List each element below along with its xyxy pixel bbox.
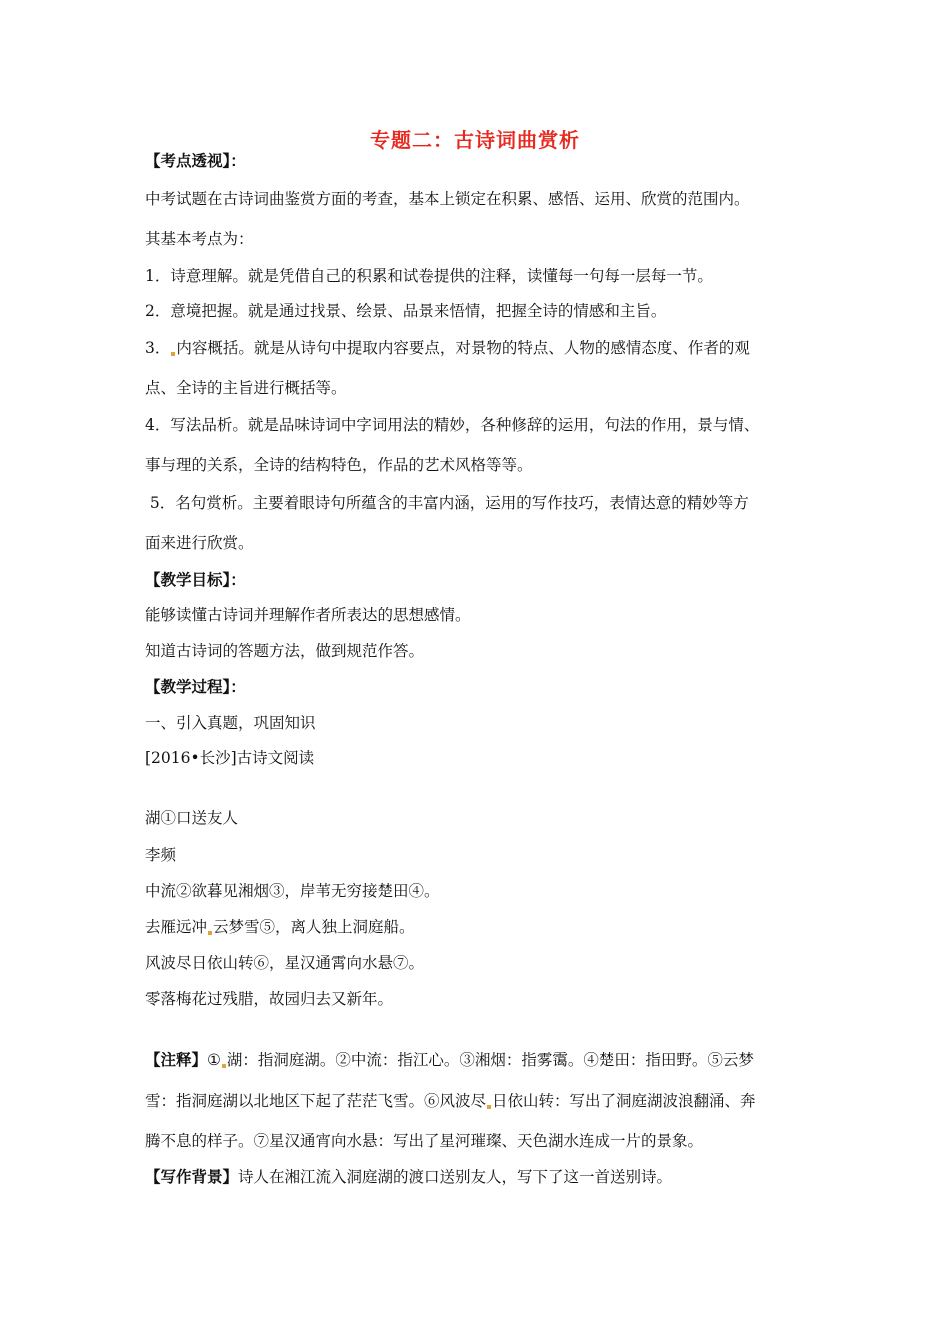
point-4-line-2: 事与理的关系，全诗的结构特色，作品的艺术风格等等。 xyxy=(145,456,533,474)
revision-mark xyxy=(171,352,175,356)
exam-source: [2016•长沙]古诗文阅读 xyxy=(145,749,315,767)
point-4-line-1: 4．写法品析。就是品味诗词中字词用法的精妙，各种修辞的运用，句法的作用，景与情、 xyxy=(145,416,760,434)
notes-line-1-part-a: ① xyxy=(207,1051,221,1069)
notes-line-3: 腾不息的样子。⑦星汉通宵向水悬：写出了星河璀璨、天色湖水连成一片的景象。 xyxy=(145,1132,704,1150)
intro-paragraph: 中考试题在古诗词曲鉴赏方面的考查，基本上锁定在积累、感悟、运用、欣赏的范围内。 xyxy=(145,190,750,208)
point-3-number: 3． xyxy=(145,339,171,357)
poem-line-2-part-a: 去雁远冲 xyxy=(145,918,208,936)
notes-line-1 xyxy=(145,1050,754,1070)
poem-line-2-part-b: 云梦雪⑤，离人独上洞庭船。 xyxy=(213,918,415,936)
revision-mark xyxy=(208,931,212,935)
goal-2: 知道古诗词的答题方法，做到规范作答。 xyxy=(145,642,425,660)
notes-line-2-part-a: 雪：指洞庭湖以北地区下起了茫茫飞雪。⑥风波尽 xyxy=(145,1092,487,1110)
revision-mark xyxy=(222,1064,226,1068)
revision-mark xyxy=(487,1105,491,1109)
page-title: 专题二：古诗词曲赏析 xyxy=(370,128,580,152)
point-5-line-2: 面来进行欣赏。 xyxy=(145,534,254,552)
poem-line-1: 中流②欲暮见湘烟③，岸苇无穷接楚田④。 xyxy=(145,882,440,900)
background-text: 诗人在湘江流入洞庭湖的渡口送别友人，写下了这一首送别诗。 xyxy=(238,1168,673,1186)
notes-line-1-part-b: 湖：指洞庭湖。②中流：指江心。③湘烟：指雾霭。④楚田：指田野。⑤云梦 xyxy=(226,1051,754,1069)
step-1: 一、引入真题，巩固知识 xyxy=(145,714,316,732)
section-heading-process: 【教学过程】： xyxy=(145,677,246,696)
point-3-line-1 xyxy=(145,338,750,358)
background-line xyxy=(145,1167,672,1187)
poem-line-3: 风波尽日依山转⑥，星汉通霄向水悬⑦。 xyxy=(145,954,425,972)
point-2: 2．意境把握。就是通过找景、绘景、品景来悟情，把握全诗的情感和主旨。 xyxy=(145,302,667,320)
section-heading-goal: 【教学目标】： xyxy=(145,570,246,589)
point-1: 1．诗意理解。就是凭借自己的积累和试卷提供的注释，读懂每一句每一层每一节。 xyxy=(145,267,713,285)
poem-line-4: 零落梅花过残腊，故园归去又新年。 xyxy=(145,990,394,1008)
notes-line-2-part-b: 日依山转：写出了洞庭湖波浪翻涌、奔 xyxy=(492,1092,756,1110)
point-3-text: 内容概括。就是从诗句中提取内容要点，对景物的特点、人物的感情态度、作者的观 xyxy=(176,339,750,357)
goal-1: 能够读懂古诗词并理解作者所表达的思想感情。 xyxy=(145,606,471,624)
poem-title: 湖①口送友人 xyxy=(145,809,239,827)
background-label: 【写作背景】 xyxy=(145,1167,239,1186)
poem-line-2 xyxy=(145,917,415,937)
notes-label: 【注释】 xyxy=(145,1050,208,1069)
notes-line-2 xyxy=(145,1091,756,1111)
section-heading-kaodian: 【考点透视】： xyxy=(145,151,246,170)
poem-author: 李频 xyxy=(145,846,177,864)
basic-points-label: 其基本考点为： xyxy=(145,230,254,248)
point-3-line-2: 点、全诗的主旨进行概括等。 xyxy=(145,379,347,397)
point-5-line-1: 5．名句赏析。主要着眼诗句所蕴含的丰富内涵，运用的写作技巧，表情达意的精妙等方 xyxy=(145,494,749,512)
